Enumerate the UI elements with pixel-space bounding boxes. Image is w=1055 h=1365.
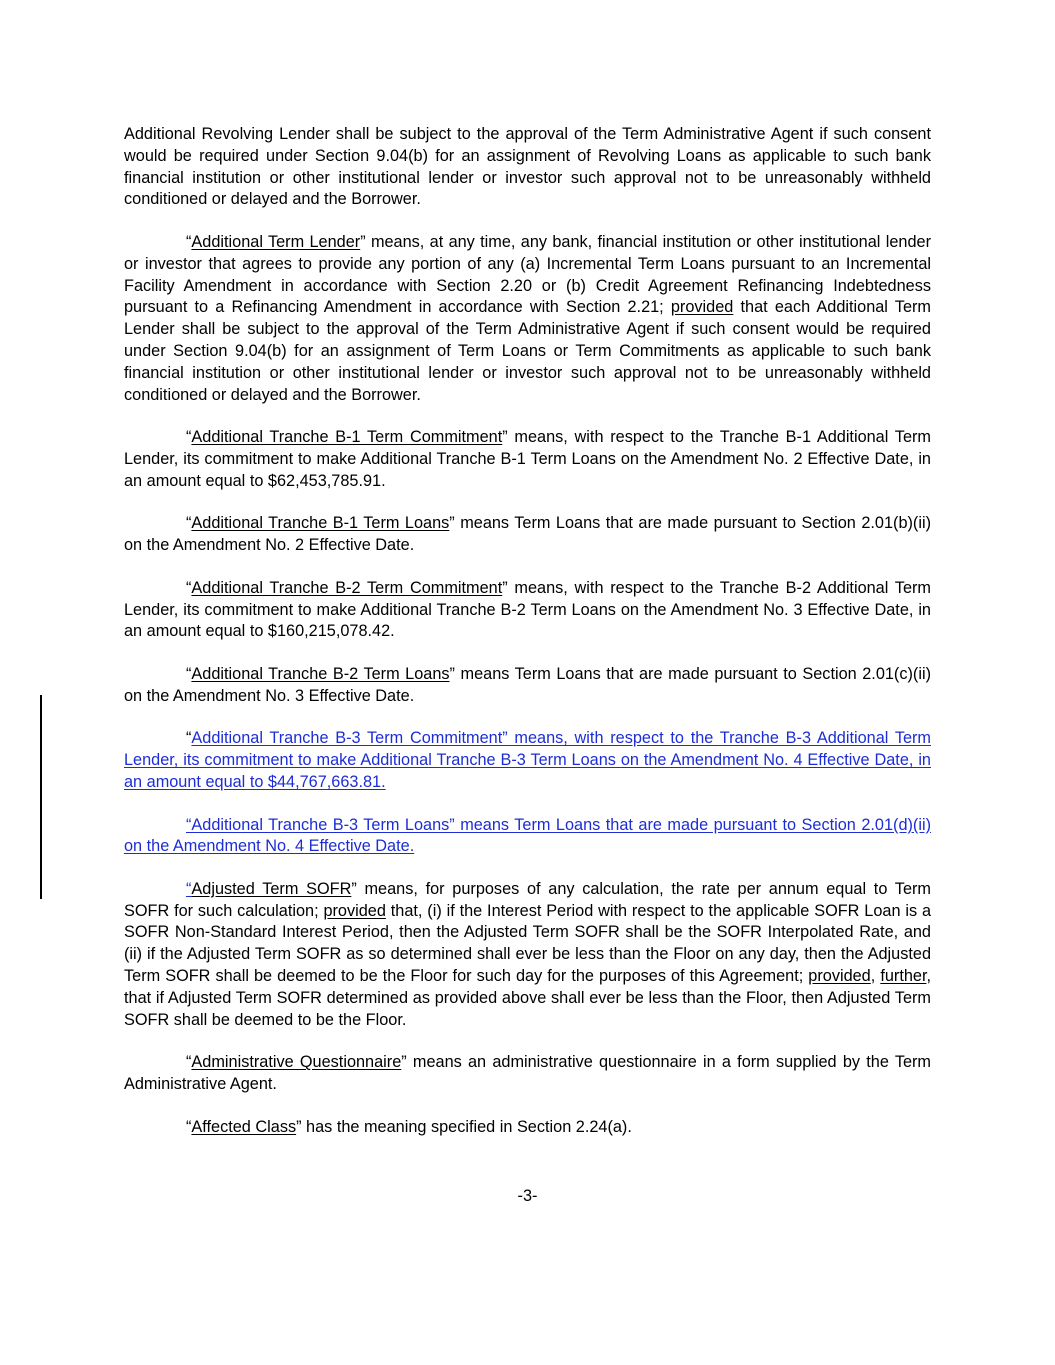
definition-text: that each Additional Term Lender shall be subject to the approval of the Term Administrative Agent if such consent would be required under Section 9.04(b) for an assignment of Term Loans or Term Commitments as applicable to such bank financial institution or other institutional lender or investor such approval not to be unreasonably withheld conditioned or delayed and the Borrower. <box>124 298 931 404</box>
provided-keyword: provided <box>808 967 871 986</box>
close-quote: ” <box>449 514 455 533</box>
inserted-open-quote: “ <box>186 879 192 898</box>
defined-term: Additional Term Lender <box>191 232 361 251</box>
defined-term: Adjusted Term SOFR <box>191 879 352 898</box>
defined-term: Administrative Questionnaire <box>191 1053 402 1072</box>
definition-text: has the meaning specified in Section 2.24(a). <box>301 1117 632 1136</box>
close-quote: ” <box>351 879 357 898</box>
open-quote: “ <box>186 232 192 251</box>
inserted-text: “Additional Tranche B-3 Term Loans” means Term Loans that are made pursuant to Section 2.01(d)(ii) on the Amendment No. 4 Effective Date. <box>124 815 931 856</box>
definition-tranche-b3-loans-inserted <box>124 815 931 859</box>
close-quote: ” <box>296 1117 302 1136</box>
definition-text: means, with respect to the Tranche B-2 Additional Term Lender, its commitment to make Additional Tranche B-2 Term Loans on the Amendment No. 3 Effective Date, in an amount equal to $160,215,078.42. <box>124 578 931 641</box>
definition-affected-class <box>124 1117 931 1139</box>
definition-text: means an administrative questionnaire in a form supplied by the Term Administrative Agent. <box>124 1053 931 1094</box>
definition-text: , that if Adjusted Term SOFR determined as provided above shall ever be less than the Floor, then Adjusted Term SOFR shall be deemed to be the Floor. <box>124 967 931 1029</box>
open-quote: “ <box>186 578 192 597</box>
defined-term: Additional Tranche B-2 Term Loans <box>191 664 450 683</box>
definition-tranche-b1-commitment <box>124 427 931 492</box>
revision-change-bar <box>40 695 42 899</box>
open-quote: “ <box>186 1053 192 1072</box>
definition-text: means, at any time, any bank, financial institution or other institutional lender or investor that agrees to provide any portion of any (a) Incremental Term Loans pursuant to an Incremental Facility Amendment in accordance with Section 2.20 or (b) Credit Agreement Refinancing Indebtedness pursuant to a Refinancing Amendment in accordance with Section 2.21; <box>124 232 931 317</box>
definition-tranche-b1-loans <box>124 513 931 557</box>
provided-keyword: provided <box>323 901 386 920</box>
definition-text: means, with respect to the Tranche B-1 Additional Term Lender, its commitment to make Additional Tranche B-1 Term Loans on the Amendment No. 2 Effective Date, in an amount equal to $62,453,785.91. <box>124 428 931 490</box>
close-quote: ” <box>449 664 455 683</box>
definition-administrative-questionnaire <box>124 1052 931 1096</box>
definition-text: means Term Loans that are made pursuant to Section 2.01(c)(ii) on the Amendment No. 3 Effective Date. <box>124 664 931 705</box>
paragraph-revolving-lender-continuation <box>124 124 931 211</box>
page-number: -3- <box>517 1187 538 1205</box>
inserted-text: Additional Tranche B-3 Term Commitment” means, with respect to the Tranche B-3 Additional Term Lender, its commitment to make Additional Tranche B-3 Term Loans on the Amendment No. 4 Effective Date, in an amount equal to $44,767,663.81. <box>124 729 931 791</box>
paragraph-text: Additional Revolving Lender shall be subject to the approval of the Term Administrative Agent if such consent would be required under Section 9.04(b) for an assignment of Revolving Loans as applicable to such bank financial institution or other institutional lender or investor such approval not to be unreasonably withheld conditioned or delayed and the Borrower. <box>124 125 931 209</box>
definition-additional-term-lender <box>124 232 931 406</box>
definition-text: that, (i) if the Interest Period with respect to the applicable SOFR Loan is a SOFR Non-Standard Interest Period, then the Adjusted Term SOFR shall be the SOFR Interpolated Rate, and (ii) if the Adjusted Term SOFR as so determined shall ever be less than the Floor on any day, then the Adjusted Term SOFR shall be deemed to be the Floor for such day for the purposes of this Agreement; <box>124 901 931 986</box>
definition-tranche-b3-commitment-inserted <box>124 728 931 793</box>
open-quote: “ <box>186 664 192 683</box>
definition-text: means Term Loans that are made pursuant to Section 2.01(b)(ii) on the Amendment No. 2 Effective Date. <box>124 514 932 555</box>
close-quote: ” <box>502 428 508 447</box>
close-quote: ” <box>360 232 366 251</box>
close-quote: ” <box>401 1053 407 1072</box>
close-quote: ” <box>502 578 508 597</box>
further-keyword: further <box>880 967 927 986</box>
comma: , <box>870 967 881 986</box>
provided-keyword: provided <box>670 298 734 317</box>
open-quote: “ <box>186 729 192 748</box>
open-quote: “ <box>186 514 192 533</box>
open-quote: “ <box>186 428 192 447</box>
definition-text: means, for purposes of any calculation, the rate per annum equal to Term SOFR for such calculation; <box>124 879 931 920</box>
document-page <box>124 124 931 1159</box>
definition-tranche-b2-commitment <box>124 578 931 643</box>
open-quote: “ <box>186 1117 192 1136</box>
definition-tranche-b2-loans <box>124 664 931 708</box>
defined-term: Additional Tranche B-1 Term Loans <box>191 514 450 533</box>
defined-term: Additional Tranche B-2 Term Commitment <box>191 578 503 597</box>
defined-term: Additional Tranche B-1 Term Commitment <box>191 428 503 447</box>
defined-term: Affected Class <box>191 1117 297 1136</box>
definition-adjusted-term-sofr <box>124 879 931 1032</box>
